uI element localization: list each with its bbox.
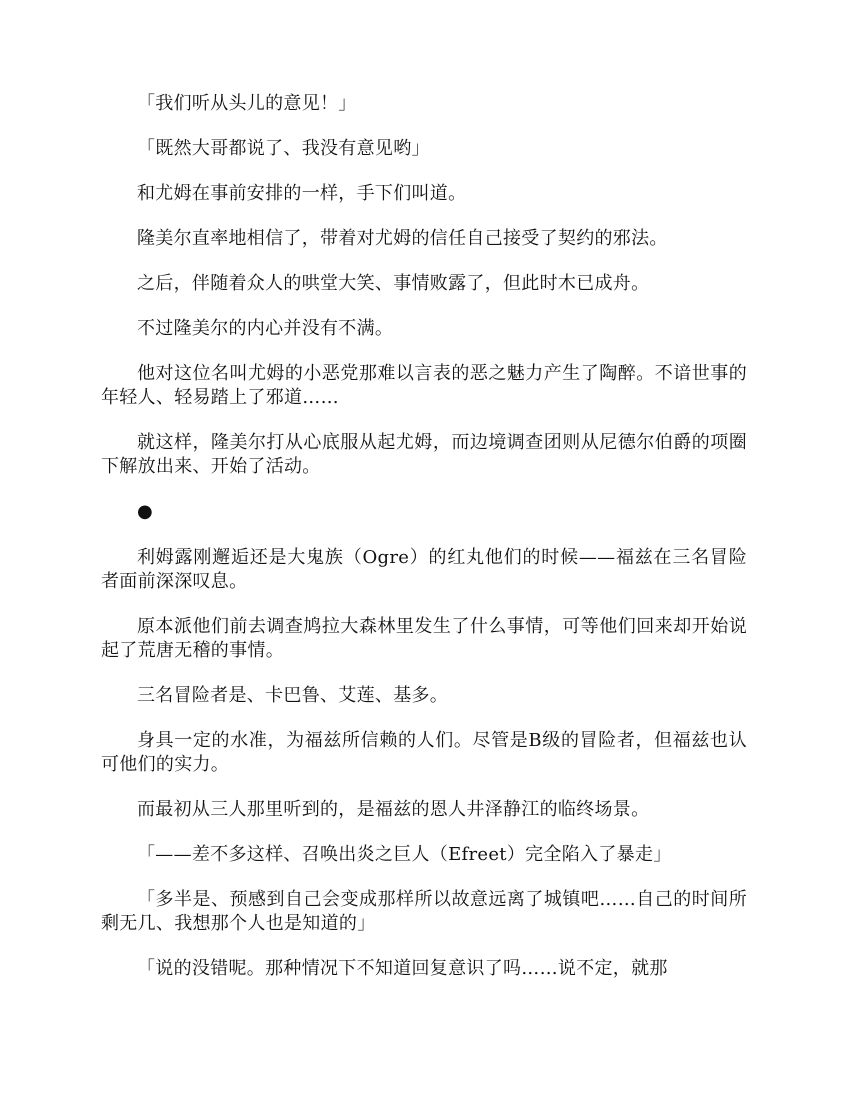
paragraph-7: 他对这位名叫尤姆的小恶党那难以言表的恶之魅力产生了陶醉。不谙世事的年轻人、轻易踏上了邪道……	[101, 363, 747, 408]
paragraph-5: 之后，伴随着众人的哄堂大笑、事情败露了，但此时木已成舟。	[137, 273, 650, 294]
paragraph-12: 身具一定的水准，为福兹所信赖的人们。尽管是B级的冒险者，但福兹也认可他们的实力。	[101, 730, 747, 775]
paragraph-3: 和尤姆在事前安排的一样，手下们叫道。	[137, 183, 467, 204]
paragraph-10: 原本派他们前去调查鸠拉大森林里发生了什么事情，可等他们回来却开始说起了荒唐无稽的事情。	[101, 616, 747, 661]
paragraph-13: 而最初从三人那里听到的，是福兹的恩人井泽静江的临终场景。	[137, 799, 650, 820]
paragraph-15: 「多半是、预感到自己会变成那样所以故意远离了城镇吧……自己的时间所剩无几、我想那个人也是知道的」	[101, 889, 747, 934]
paragraph-8: 就这样，隆美尔打从心底服从起尤姆，而边境调查团则从尼德尔伯爵的项圈下解放出来、开始了活动。	[101, 432, 747, 477]
paragraph-4: 隆美尔直率地相信了，带着对尤姆的信任自己接受了契约的邪法。	[137, 228, 668, 249]
paragraph-9: 利姆露刚邂逅还是大鬼族（Ogre）的红丸他们的时候——福兹在三名冒险者面前深深叹息。	[101, 547, 747, 592]
section-separator-bullet: ●	[137, 501, 154, 522]
paragraph-14: 「——差不多这样、召唤出炎之巨人（Efreet）完全陷入了暴走」	[137, 844, 672, 865]
paragraph-1: 「我们听从头儿的意见！」	[137, 93, 357, 114]
paragraph-6: 不过隆美尔的内心并没有不满。	[137, 318, 394, 339]
paragraph-2: 「既然大哥都说了、我没有意见哟」	[137, 138, 430, 159]
paragraph-16: 「说的没错呢。那种情况下不知道回复意识了吗……说不定，就那	[137, 958, 668, 979]
body-text	[101, 92, 747, 1002]
paragraph-11: 三名冒险者是、卡巴鲁、艾莲、基多。	[137, 685, 449, 706]
